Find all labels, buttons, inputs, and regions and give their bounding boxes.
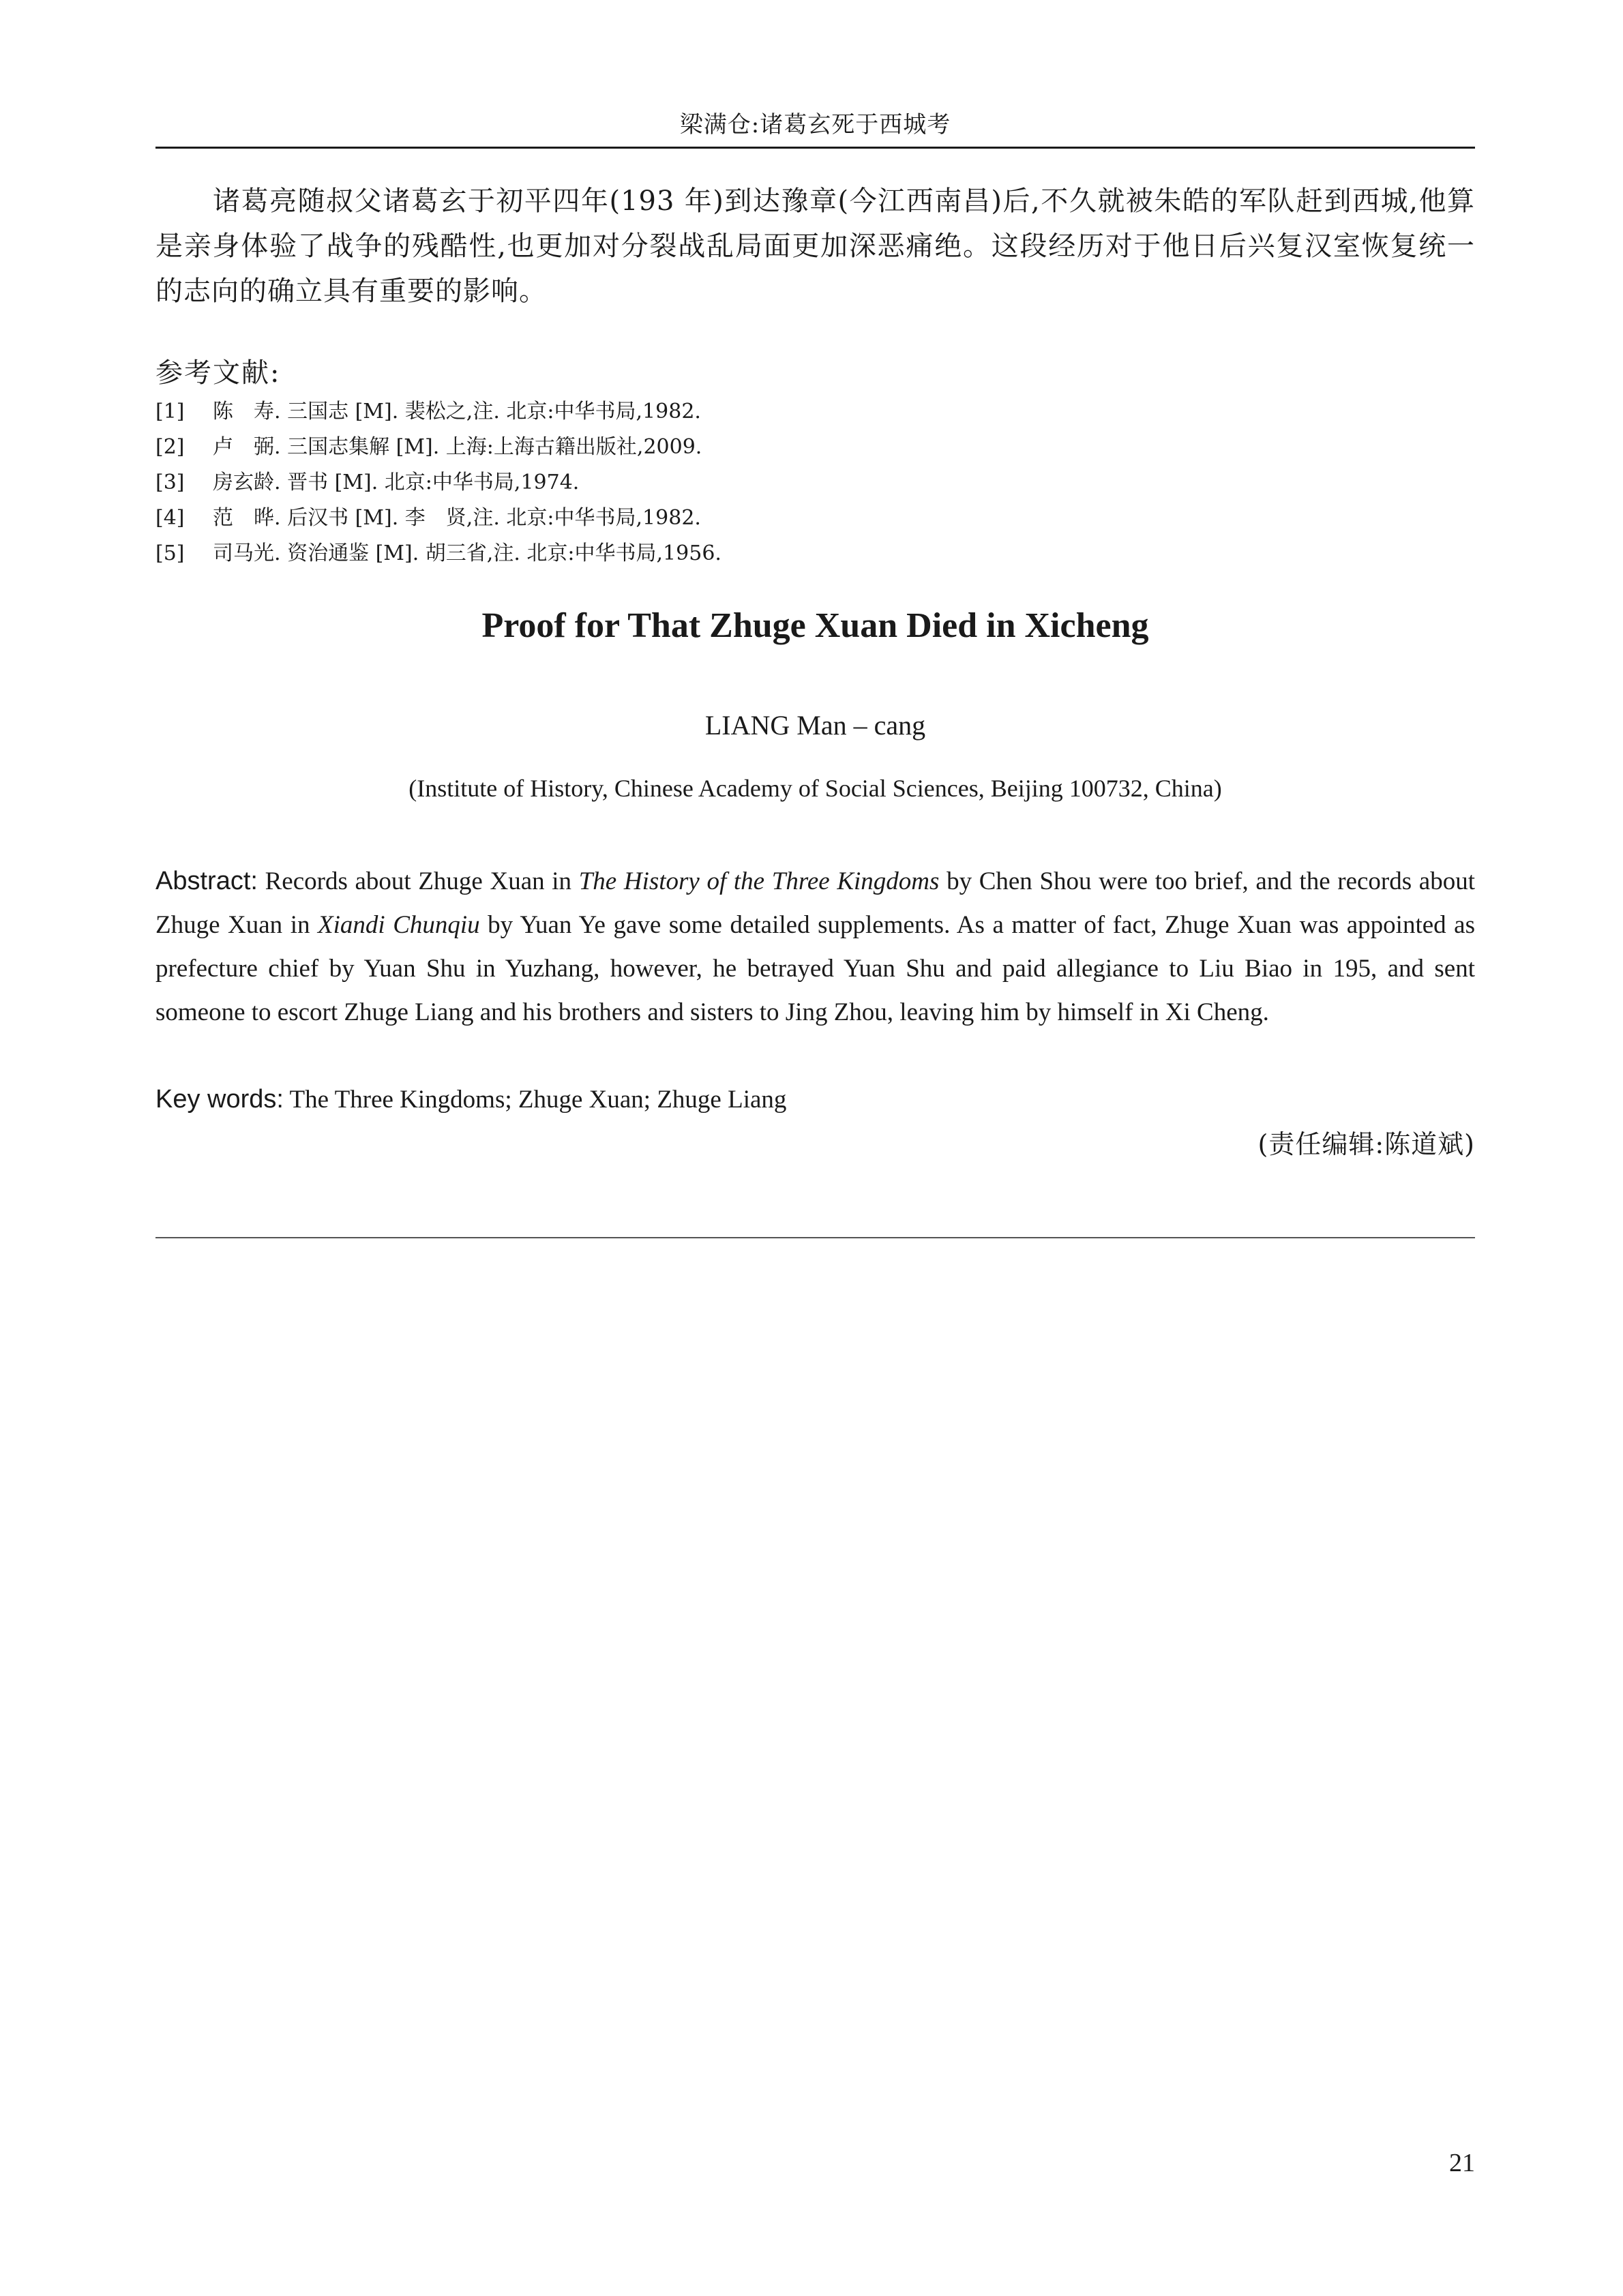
references-heading: 参考文献:: [155, 357, 281, 389]
reference-number: [5]: [155, 541, 185, 565]
abstract-text: Records about Zhuge Xuan in: [257, 867, 579, 895]
reference-item: [155, 394, 1475, 430]
reference-number: [4]: [155, 506, 185, 530]
english-title: Proof for That Zhuge Xuan Died in Xicheng: [481, 606, 1149, 645]
reference-item: [155, 430, 1475, 465]
reference-text: 司马光. 资治通鉴 [M]. 胡三省,注. 北京:中华书局,1956.: [213, 541, 721, 565]
editor-note: (责任编辑:陈道斌): [1257, 1129, 1475, 1159]
english-affiliation: (Institute of History, Chinese Academy of Social Sciences, Beijing 100732, China): [408, 775, 1222, 802]
reference-item: [155, 501, 1475, 536]
reference-text: 卢 弼. 三国志集解 [M]. 上海:上海古籍出版社,2009.: [213, 435, 702, 459]
reference-number: [1]: [155, 400, 185, 423]
reference-item: [155, 465, 1475, 501]
abstract-text: by Yuan Ye gave some detailed supplements. As a matter of fact, Zhuge Xuan was appointed as prefecture chief by Yuan Shu in Yuzhang, however, he betrayed Yuan Shu and paid allegiance to Liu Biao in 195, and sent someone to escort Zhuge Liang and his brothers and sisters to Jing Zhou, leaving him by himself in Xi Cheng.: [155, 911, 1475, 1026]
abstract-italic-title: Xiandi Chunqiu: [318, 911, 480, 939]
page-number: 21: [1449, 2149, 1475, 2177]
reference-text: 房玄龄. 晋书 [M]. 北京:中华书局,1974.: [213, 471, 580, 494]
running-head: 梁满仓:诸葛玄死于西城考: [679, 111, 951, 138]
english-abstract: [155, 859, 1475, 1034]
body-paragraph: 诸葛亮随叔父诸葛玄于初平四年(193 年)到达豫章(今江西南昌)后,不久就被朱皓的军队赶到西城,他算是亲身体验了战争的残酷性,也更加对分裂战乱局面更加深恶痛绝。这段经历对于他日后兴复汉室恢复统一的志向的确立具有重要的影响。: [155, 185, 1475, 307]
abstract-text: by Chen Shou were too brief, and the records about Zhuge Xuan in: [155, 867, 1475, 939]
abstract-italic-title: The History of the Three Kingdoms: [578, 867, 940, 895]
reference-number: [3]: [155, 471, 185, 494]
bottom-rule: [155, 1237, 1475, 1238]
abstract-label: Abstract:: [155, 867, 258, 895]
reference-number: [2]: [155, 435, 185, 459]
references-list: [155, 394, 1475, 571]
reference-text: 陈 寿. 三国志 [M]. 裴松之,注. 北京:中华书局,1982.: [213, 400, 701, 423]
keywords-label: Key words:: [155, 1085, 284, 1114]
keywords-text: The Three Kingdoms; Zhuge Xuan; Zhuge Liang: [283, 1086, 787, 1114]
english-author: LIANG Man – cang: [704, 710, 926, 741]
reference-item: [155, 536, 1475, 571]
reference-text: 范 晔. 后汉书 [M]. 李 贤,注. 北京:中华书局,1982.: [213, 506, 701, 530]
english-keywords: [155, 1077, 1475, 1122]
header-rule: [155, 147, 1475, 149]
